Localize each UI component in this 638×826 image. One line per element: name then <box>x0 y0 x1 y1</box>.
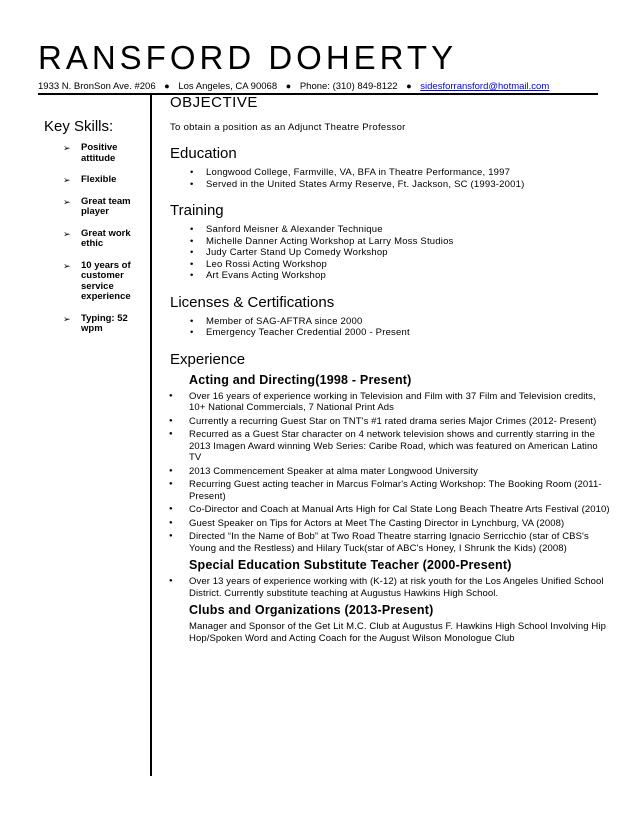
list-item: ● Recurring Guest acting teacher in Marcus Folmar's Acting Workshop: The Booking Room (2011-Present) <box>189 479 610 502</box>
licenses-heading: Licenses & Certifications <box>170 293 335 311</box>
list-item: • Served in the United States Army Reserve, Ft. Jackson, SC (1993-2001) <box>190 179 610 191</box>
list-item: ● Directed “In the Name of Bob” at Two Road Theatre starring Ignacio Serricchio (star of CBS's Young and the Restless) and Hilary Tuck(star of ABC's Honey, I Shrunk the Kids) (2008) <box>189 531 610 554</box>
list-item: ● Over 16 years of experience working in Television and Film with 37 Film and Television credits, 10+ National Commercials, 7 National Print Ads <box>189 391 610 414</box>
phone: Phone: (310) 849-8122 <box>299 81 398 92</box>
skill-item: ➢ Positive attitude <box>63 142 118 164</box>
email-link[interactable]: sidesforransford@hotmail.com <box>420 81 550 92</box>
skill-item: ➢ Flexible <box>63 174 117 185</box>
special-ed-list <box>170 576 610 599</box>
city: Los Angeles, CA 90068 <box>178 81 278 92</box>
list-item: • Art Evans Acting Workshop <box>190 270 610 282</box>
skill-item: ➢ 10 years of customer service experience <box>63 259 131 302</box>
licenses-list <box>170 316 610 339</box>
list-item: • Longwood College, Farmville, VA, BFA in Theatre Performance, 1997 <box>190 167 610 179</box>
list-item: ● Guest Speaker on Tips for Actors at Meet The Casting Director in Lynchburg, VA (2008) <box>189 518 610 530</box>
acting-job-title: Acting and Directing(1998 - Present) <box>189 372 412 387</box>
list-item: ● Recurred as a Guest Star character on 4 network television shows and currently starring in the 2013 Imagen Award winning Web Series: Caribe Road, which was featured on American Latino TV <box>189 429 610 464</box>
skill-item: ➢ Great work ethic <box>63 227 131 249</box>
clubs-title: Clubs and Organizations (2013-Present) <box>189 603 434 617</box>
skill-item: ➢ Great team player <box>63 195 131 217</box>
address: 1933 N. BronSon Ave. #206 <box>38 81 156 92</box>
arrow-bullet-icon: ➢ <box>63 313 71 324</box>
separator-dot: ● <box>285 81 292 91</box>
contact-line <box>38 80 549 93</box>
list-item: • Judy Carter Stand Up Comedy Workshop <box>190 247 610 259</box>
skill-item: ➢ Typing: 52 wpm <box>63 312 128 334</box>
objective-text: To obtain a position as an Adjunct Theatre Professor <box>170 122 406 133</box>
column-divider <box>150 94 152 776</box>
arrow-bullet-icon: ➢ <box>63 228 71 239</box>
skills-title: Key Skills: <box>44 118 114 135</box>
training-list <box>170 224 610 282</box>
list-item: ● Co-Director and Coach at Manual Arts High for Cal State Long Beach Theatre Arts Festival (2010) <box>189 504 610 516</box>
separator-dot: ● <box>406 81 412 91</box>
objective-heading: OBJECTIVE <box>170 94 258 111</box>
training-heading: Training <box>170 202 224 219</box>
separator-dot: ● <box>164 81 170 91</box>
education-heading: Education <box>170 145 237 162</box>
list-item: ● Over 13 years of experience working with (K-12) at risk youth for the Los Angeles Unified School District. Currently substitute teaching at Augustus Hawkins High School. <box>189 576 610 599</box>
arrow-bullet-icon: ➢ <box>63 260 71 271</box>
education-list <box>170 167 610 190</box>
clubs-text: Manager and Sponsor of the Get Lit M.C. Club at Augustus F. Hawkins High School Involving Hip Hop/Spoken Word and Acting Coach for the August Wilson Monologue Club <box>189 621 606 644</box>
list-item: • Member of SAG-AFTRA since 2000 <box>190 316 610 328</box>
experience-heading: Experience <box>170 350 246 368</box>
arrow-bullet-icon: ➢ <box>63 196 71 207</box>
arrow-bullet-icon: ➢ <box>63 175 71 185</box>
main-column <box>170 94 610 644</box>
list-item: • Sanford Meisner & Alexander Technique <box>190 224 610 236</box>
special-ed-job-title: Special Education Substitute Teacher (2000-Present) <box>189 558 512 572</box>
resume-name: RANSFORD DOHERTY <box>38 39 458 76</box>
arrow-bullet-icon: ➢ <box>63 143 71 153</box>
list-item: • Leo Rossi Acting Workshop <box>190 259 610 271</box>
list-item: • Michelle Danner Acting Workshop at Larry Moss Studios <box>190 236 610 248</box>
skills-list <box>63 143 145 346</box>
list-item: ● Currently a recurring Guest Star on TNT's #1 rated drama series Major Crimes (2012- Present) <box>189 416 610 428</box>
list-item: ● 2013 Commencement Speaker at alma mater Longwood University <box>189 466 610 478</box>
acting-list <box>170 391 610 555</box>
list-item: • Emergency Teacher Credential 2000 - Present <box>190 327 610 339</box>
